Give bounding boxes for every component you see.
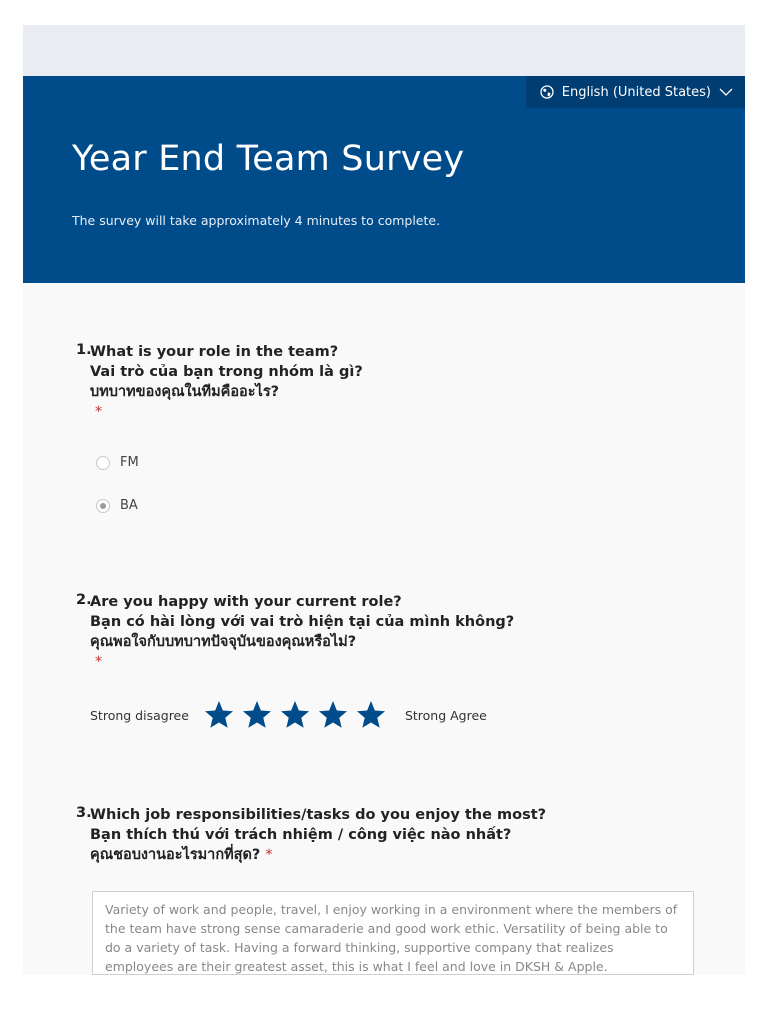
star-rating (203, 699, 387, 731)
radio-option-ba[interactable] (96, 498, 138, 513)
page-title: Year End Team Survey (72, 139, 465, 179)
required-marker: * (95, 404, 103, 420)
question-text-vi: Bạn có hài lòng với vai trò hiện tại của mình không? (90, 614, 515, 630)
star-icon[interactable] (279, 699, 311, 731)
star-icon[interactable] (317, 699, 349, 731)
question-text-th: คุณชอบงานอะไรมากที่สุด? (90, 847, 261, 863)
radio-option-fm[interactable] (96, 455, 139, 470)
survey-page (23, 25, 745, 975)
survey-header (23, 76, 745, 283)
star-icon[interactable] (355, 699, 387, 731)
question-number: 3. (76, 805, 92, 821)
question-text-th: คุณพอใจกับบทบาทปัจจุบันของคุณหรือไม่? (90, 634, 357, 650)
question-text-en: Which job responsibilities/tasks do you enjoy the most? (90, 807, 547, 823)
radio-button[interactable] (96, 456, 110, 470)
star-icon[interactable] (203, 699, 235, 731)
chevron-down-icon (719, 87, 733, 97)
option-label: FM (120, 455, 139, 470)
rating-max-label: Strong Agree (404, 707, 487, 723)
rating-scale (90, 699, 487, 731)
language-label: English (United States) (561, 84, 711, 100)
question-text-en: Are you happy with your current role? (90, 594, 402, 610)
page-subtitle: The survey will take approximately 4 minutes to complete. (72, 213, 441, 228)
question-number: 1. (76, 342, 92, 358)
question-number: 2. (76, 592, 92, 608)
top-strip (23, 25, 745, 76)
rating-min-label: Strong disagree (90, 707, 189, 723)
question-text-vi: Vai trò của bạn trong nhóm là gì? (90, 364, 363, 380)
star-icon[interactable] (241, 699, 273, 731)
required-marker: * (265, 847, 273, 863)
globe-icon (540, 85, 554, 99)
language-selector[interactable] (526, 76, 745, 108)
option-label: BA (120, 498, 138, 513)
required-marker: * (95, 654, 103, 670)
answer-textarea[interactable]: Variety of work and people, travel, I enjoy working in a environment where the members of the team have strong sense camaraderie and good work ethic. Versatility of being able to do a variety of task. Having a forward thinking, supportive company that realizes employees are their greatest asset, this is what I feel and love in DKSH & Apple. (92, 891, 694, 975)
question-text-vi: Bạn thích thú với trách nhiệm / công việc nào nhất? (90, 827, 512, 843)
radio-button-selected[interactable] (96, 499, 110, 513)
question-text-th: บทบาทของคุณในทีมคืออะไร? (90, 384, 280, 400)
question-text-en: What is your role in the team? (90, 344, 339, 360)
